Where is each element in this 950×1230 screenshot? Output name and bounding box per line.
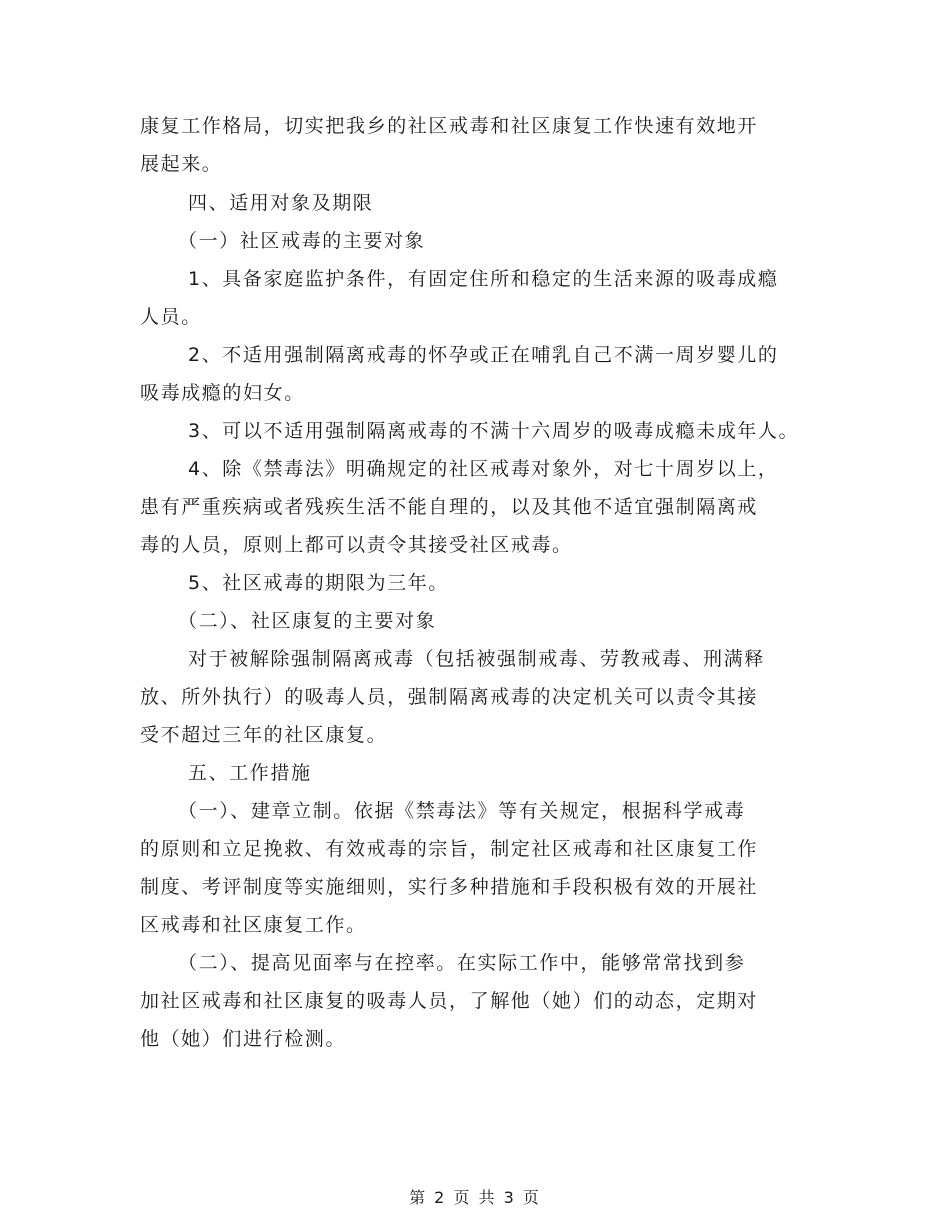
text-line: 展起来。 bbox=[140, 153, 223, 175]
text-line: 人员。 bbox=[140, 306, 202, 328]
text-line: 他（她）们进行检测。 bbox=[140, 1028, 347, 1050]
text-line: 吸毒成瘾的妇女。 bbox=[140, 382, 305, 404]
text-line: 1、具备家庭监护条件，有固定住所和稳定的生活来源的吸毒成瘾 bbox=[188, 268, 779, 290]
text-line: 2、不适用强制隔离戒毒的怀孕或正在哺乳自己不满一周岁婴儿的 bbox=[188, 344, 779, 366]
text-line: 受不超过三年的社区康复。 bbox=[140, 724, 388, 746]
text-line: 对于被解除强制隔离戒毒（包括被强制戒毒、劳教戒毒、刑满释 bbox=[188, 648, 765, 670]
section-heading: 五、工作措施 bbox=[188, 762, 312, 784]
text-line: 的原则和立足挽救、有效戒毒的宗旨，制定社区戒毒和社区康复工作 bbox=[140, 838, 759, 860]
section-heading: 四、适用对象及期限 bbox=[188, 192, 374, 214]
text-line: 康复工作格局，切实把我乡的社区戒毒和社区康复工作快速有效地开 bbox=[140, 115, 759, 137]
text-line: 3、可以不适用强制隔离戒毒的不满十六周岁的吸毒成瘾未成年人。 bbox=[188, 420, 800, 442]
text-line: 4、除《禁毒法》明确规定的社区戒毒对象外，对七十周岁以上， bbox=[188, 458, 779, 480]
subsection-heading: （一）社区戒毒的主要对象 bbox=[178, 230, 426, 252]
text-line: 患有严重疾病或者残疾生活不能自理的，以及其他不适宜强制隔离戒 bbox=[140, 496, 759, 518]
page-number-footer: 第 2 页 共 3 页 bbox=[409, 1188, 541, 1207]
subsection-heading: （二）、社区康复的主要对象 bbox=[178, 610, 437, 632]
text-line: 毒的人员，原则上都可以责令其接受社区戒毒。 bbox=[140, 534, 573, 556]
text-line: （一）、建章立制。依据《禁毒法》等有关规定，根据科学戒毒 bbox=[178, 800, 746, 822]
text-line: 5、社区戒毒的期限为三年。 bbox=[188, 572, 449, 594]
text-line: （二）、提高见面率与在控率。在实际工作中，能够常常找到参 bbox=[178, 952, 746, 974]
text-line: 制度、考评制度等实施细则，实行多种措施和手段积极有效的开展社 bbox=[140, 876, 759, 898]
text-line: 区戒毒和社区康复工作。 bbox=[140, 914, 367, 936]
text-line: 加社区戒毒和社区康复的吸毒人员，了解他（她）们的动态，定期对 bbox=[140, 990, 759, 1012]
text-line: 放、所外执行）的吸毒人员，强制隔离戒毒的决定机关可以责令其接 bbox=[140, 686, 759, 708]
